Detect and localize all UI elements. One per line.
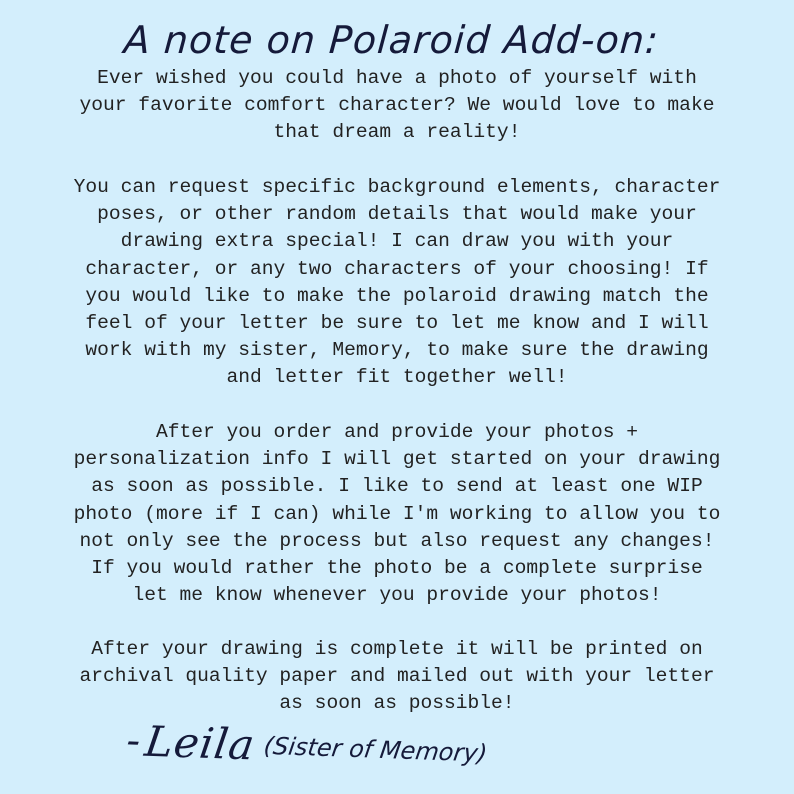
paragraph-line: After you order and provide your photos + [155, 421, 639, 443]
paragraph-process [14, 419, 780, 609]
paragraph-line: personalization info I will get started on your drawing [73, 448, 721, 471]
paragraph-line: as soon as possible! [279, 692, 515, 715]
paragraph-line: You can request specific background elements, character [73, 176, 721, 198]
paragraph-line: archival quality paper and mailed out with your letter [79, 665, 715, 688]
paragraph-line: photo (more if I can) while I'm working to allow you to [73, 502, 721, 525]
paragraph-line: drawing extra special! I can draw you with your [120, 230, 674, 253]
signature [122, 716, 491, 788]
paragraph-line: feel of your letter be sure to let me know and I will [85, 312, 709, 335]
paragraph-intro [14, 65, 780, 147]
paragraph-line: and letter fit together well! [226, 366, 568, 389]
paragraph-line: If you would rather the photo be a complete surprise [91, 557, 703, 580]
paragraph-line: work with my sister, Memory, to make sure the drawing [85, 339, 709, 362]
paragraph-line: your favorite comfort character? We would love to make [79, 94, 715, 117]
signature-dash: - [123, 717, 144, 764]
page-title: A note on Polaroid Add-on: [122, 18, 661, 62]
paragraph-line: poses, or other random details that would make your [97, 203, 697, 226]
paragraph-line: Ever wished you could have a photo of yourself with [97, 67, 697, 89]
paragraph-line: that dream a reality! [273, 121, 521, 144]
paragraph-line: you would like to make the polaroid drawing match the [85, 284, 709, 307]
paragraph-line: After your drawing is complete it will be printed on [91, 638, 703, 660]
paragraph-line: character, or any two characters of your choosing! If [85, 257, 709, 280]
signature-note: (Sister of Memory) [262, 731, 490, 768]
paragraph-requests [14, 174, 780, 392]
paragraph-shipping [14, 636, 780, 718]
paragraph-line: not only see the process but also request any changes! [79, 529, 715, 552]
paragraph-line: as soon as possible. I like to send at least one WIP [91, 475, 703, 498]
paragraph-line: let me know whenever you provide your photos! [132, 584, 662, 607]
signature-name: Leila [141, 716, 259, 770]
